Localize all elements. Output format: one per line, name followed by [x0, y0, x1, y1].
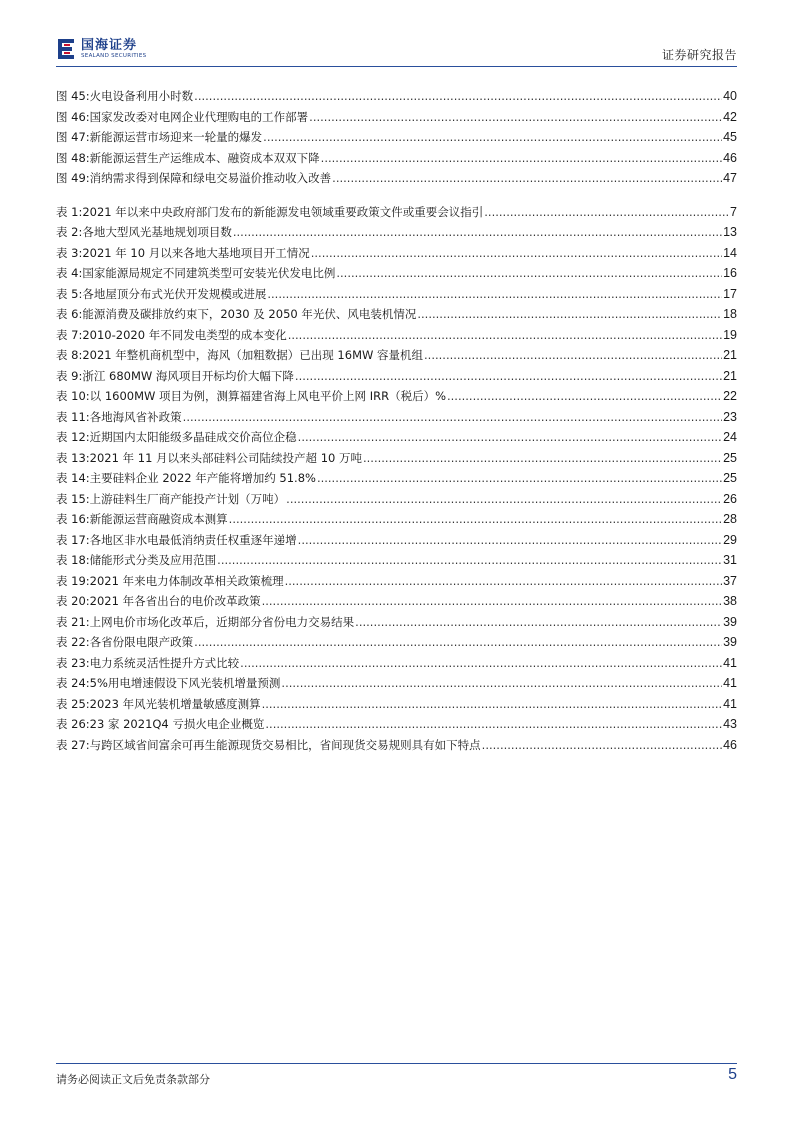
dot-leader	[288, 328, 722, 342]
table-entry[interactable]	[56, 716, 737, 737]
table-label: 表 22:	[56, 635, 90, 649]
dot-leader	[484, 205, 729, 219]
dot-leader	[309, 110, 722, 124]
dot-leader	[336, 266, 722, 280]
dot-leader	[262, 594, 723, 608]
figures-list	[56, 88, 737, 191]
table-entry[interactable]	[56, 614, 737, 635]
dot-leader	[363, 451, 722, 465]
table-title: 5%用电增速假设下风光装机增量预测	[89, 676, 281, 690]
page-header	[56, 34, 737, 64]
dot-leader	[194, 635, 722, 649]
table-entry[interactable]	[56, 470, 737, 491]
figure-label: 图 48:	[56, 150, 90, 165]
table-page-number: 13	[723, 225, 737, 239]
table-title: 各地区非水电最低消纳责任权重逐年递增	[89, 532, 297, 547]
table-entry[interactable]	[56, 327, 737, 348]
dot-leader	[424, 348, 722, 362]
tables-list	[56, 204, 737, 758]
table-page-number: 14	[723, 245, 737, 260]
table-page-number: 46	[723, 737, 737, 752]
table-title: 浙江 680MW 海风项目开标均价大幅下降	[82, 368, 294, 383]
table-title: 上游硅料生厂商产能投产计划（万吨）	[89, 491, 286, 506]
dot-leader	[263, 130, 722, 144]
table-page-number: 37	[723, 573, 737, 588]
figure-page-number: 40	[723, 89, 737, 103]
dot-leader	[285, 574, 723, 588]
table-entry[interactable]	[56, 573, 737, 594]
figure-entry[interactable]	[56, 170, 737, 191]
dot-leader	[194, 89, 722, 103]
table-page-number: 25	[723, 450, 737, 465]
dot-leader	[233, 225, 722, 239]
table-page-number: 16	[723, 266, 737, 280]
table-label: 表 3:	[56, 245, 83, 260]
dot-leader	[240, 656, 722, 670]
header-divider	[56, 66, 737, 67]
dot-leader	[321, 151, 722, 165]
table-title: 2021 年 11 月以来头部硅料公司陆续投产超 10 万吨	[89, 450, 362, 465]
table-page-number: 21	[723, 368, 737, 383]
dot-leader	[311, 246, 722, 260]
dot-leader	[229, 512, 722, 526]
table-title: 各省份限电限产政策	[89, 635, 194, 649]
table-label: 表 20:	[56, 594, 90, 608]
figure-page-number: 46	[723, 150, 737, 165]
table-label: 表 7:	[56, 327, 83, 342]
dot-leader	[332, 171, 722, 185]
table-label: 表 21:	[56, 614, 90, 629]
dot-leader	[298, 533, 722, 547]
dot-leader	[317, 471, 722, 485]
table-entry[interactable]	[56, 265, 737, 286]
table-title: 电力系统灵活性提升方式比较	[89, 655, 240, 670]
table-title: 2021 年以来中央政府部门发布的新能源发电领域重要政策文件或重要会议指引	[82, 204, 484, 219]
table-label: 表 19:	[56, 573, 90, 588]
company-logo	[56, 34, 146, 64]
dot-leader	[262, 697, 723, 711]
table-title: 以 1600MW 项目为例，测算福建省海上风电平价上网 IRR（税后）%	[89, 389, 446, 403]
table-label: 表 14:	[56, 471, 90, 485]
logo-english-name: SEALAND SECURITIES	[81, 52, 147, 59]
figure-page-number: 45	[723, 130, 737, 144]
table-title: 2023 年风光装机增量敏感度测算	[89, 696, 261, 711]
table-title: 新能源运营商融资成本测算	[89, 512, 228, 526]
dot-leader	[417, 307, 722, 321]
dot-leader	[298, 430, 722, 444]
table-entry[interactable]	[56, 655, 737, 676]
figure-label: 图 46:	[56, 109, 90, 124]
figure-label: 图 47:	[56, 130, 90, 144]
table-title: 上网电价市场化改革后，近期部分省份电力交易结果	[89, 614, 355, 629]
footer-disclaimer: 请务必阅读正文后免责条款部分	[56, 1073, 210, 1086]
table-label: 表 12:	[56, 430, 90, 444]
report-type-label: 证券研究报告	[661, 48, 737, 62]
dot-leader	[295, 369, 722, 383]
table-title: 23 家 2021Q4 亏损火电企业概览	[89, 717, 265, 731]
table-title: 2021 年 10 月以来各地大基地项目开工情况	[82, 245, 310, 260]
table-entry[interactable]	[56, 450, 737, 471]
figure-title: 火电设备利用小时数	[89, 89, 194, 103]
table-title: 各地大型风光基地规划项目数	[82, 225, 232, 239]
table-label: 表 15:	[56, 491, 90, 506]
table-entry[interactable]	[56, 696, 737, 717]
table-page-number: 41	[723, 655, 737, 670]
table-label: 表 24:	[56, 676, 90, 690]
table-entry[interactable]	[56, 347, 737, 368]
table-page-number: 22	[723, 389, 737, 403]
dot-leader	[355, 615, 722, 629]
table-label: 表 25:	[56, 696, 90, 711]
table-title: 2021 年来电力体制改革相关政策梳理	[89, 573, 284, 588]
table-label: 表 1:	[56, 204, 83, 219]
table-page-number: 21	[723, 348, 737, 362]
table-label: 表 23:	[56, 655, 90, 670]
table-entry[interactable]	[56, 388, 737, 409]
table-label: 表 9:	[56, 368, 83, 383]
logo-chinese-name: 国海证券	[81, 37, 138, 53]
table-entry[interactable]	[56, 409, 737, 430]
table-entry[interactable]	[56, 245, 737, 266]
dot-leader	[286, 492, 722, 506]
dot-leader	[267, 287, 722, 301]
table-label: 表 8:	[56, 348, 83, 362]
table-label: 表 2:	[56, 225, 83, 239]
table-entry[interactable]	[56, 368, 737, 389]
figure-entry[interactable]	[56, 129, 737, 150]
table-title: 能源消费及碳排放约束下，2030 及 2050 年光伏、风电装机情况	[82, 307, 417, 321]
page-number: 5	[728, 1066, 737, 1083]
table-title: 储能形式分类及应用范围	[89, 553, 217, 567]
table-label: 表 26:	[56, 717, 90, 731]
table-page-number: 25	[723, 471, 737, 485]
dot-leader	[447, 389, 722, 403]
figure-title: 新能源运营生产运维成本、融资成本双双下降	[89, 150, 320, 165]
table-title: 近期国内太阳能级多晶硅成交价高位企稳	[89, 430, 297, 444]
table-label: 表 13:	[56, 450, 90, 465]
table-entry[interactable]	[56, 306, 737, 327]
table-page-number: 18	[723, 307, 737, 321]
dot-leader	[183, 410, 722, 424]
figure-page-number: 47	[723, 171, 737, 185]
figure-label: 图 45:	[56, 89, 90, 103]
figure-entry[interactable]	[56, 150, 737, 171]
table-entry[interactable]	[56, 204, 737, 225]
table-page-number: 43	[723, 717, 737, 731]
table-page-number: 41	[723, 696, 737, 711]
table-entry[interactable]	[56, 737, 737, 758]
table-label: 表 16:	[56, 512, 90, 526]
table-page-number: 26	[723, 491, 737, 506]
table-page-number: 31	[723, 553, 737, 567]
table-entry[interactable]	[56, 675, 737, 696]
figure-entry[interactable]	[56, 109, 737, 130]
table-title: 国家能源局规定不同建筑类型可安装光伏发电比例	[82, 266, 336, 280]
table-entry[interactable]	[56, 224, 737, 245]
table-title: 各地屋顶分布式光伏开发规模或进展	[82, 286, 267, 301]
table-page-number: 29	[723, 532, 737, 547]
figure-label: 图 49:	[56, 171, 90, 185]
table-page-number: 39	[723, 614, 737, 629]
table-page-number: 23	[723, 409, 737, 424]
dot-leader	[281, 676, 722, 690]
table-title: 2010-2020 年不同发电类型的成本变化	[82, 327, 287, 342]
table-title: 主要硅料企业 2022 年产能将增加约 51.8%	[89, 471, 316, 485]
table-page-number: 7	[730, 204, 737, 219]
table-label: 表 4:	[56, 266, 83, 280]
table-page-number: 38	[723, 594, 737, 608]
dot-leader	[265, 717, 722, 731]
footer-divider	[56, 1063, 737, 1064]
table-title: 各地海风省补政策	[89, 409, 182, 424]
table-page-number: 28	[723, 512, 737, 526]
sealand-logo-icon	[56, 37, 76, 61]
table-title: 2021 年整机商机型中，海风（加粗数据）已出现 16MW 容量机组	[82, 348, 424, 362]
figure-title: 国家发改委对电网企业代理购电的工作部署	[89, 109, 309, 124]
table-label: 表 5:	[56, 286, 83, 301]
dot-leader	[482, 738, 722, 752]
table-of-contents	[56, 88, 737, 757]
table-title: 与跨区域省间富余可再生能源现货交易相比，省间现货交易规则具有如下特点	[89, 737, 481, 752]
table-page-number: 19	[723, 327, 737, 342]
table-entry[interactable]	[56, 491, 737, 512]
table-entry[interactable]	[56, 532, 737, 553]
dot-leader	[217, 553, 722, 567]
table-entry[interactable]	[56, 511, 737, 532]
figure-entry[interactable]	[56, 88, 737, 109]
section-gap	[56, 191, 737, 204]
table-entry[interactable]	[56, 286, 737, 307]
table-label: 表 10:	[56, 389, 90, 403]
table-page-number: 17	[723, 286, 737, 301]
table-label: 表 17:	[56, 532, 90, 547]
table-label: 表 6:	[56, 307, 83, 321]
table-title: 2021 年各省出台的电价改革政策	[89, 594, 261, 608]
figure-page-number: 42	[723, 109, 737, 124]
table-entry[interactable]	[56, 552, 737, 573]
table-label: 表 11:	[56, 409, 90, 424]
table-page-number: 24	[723, 430, 737, 444]
table-page-number: 39	[723, 635, 737, 649]
table-entry[interactable]	[56, 429, 737, 450]
figure-title: 消纳需求得到保障和绿电交易溢价推动收入改善	[89, 171, 332, 185]
table-entry[interactable]	[56, 634, 737, 655]
table-entry[interactable]	[56, 593, 737, 614]
table-page-number: 41	[723, 676, 737, 690]
table-label: 表 18:	[56, 553, 90, 567]
figure-title: 新能源运营市场迎来一轮量的爆发	[89, 130, 263, 144]
table-label: 表 27:	[56, 737, 90, 752]
